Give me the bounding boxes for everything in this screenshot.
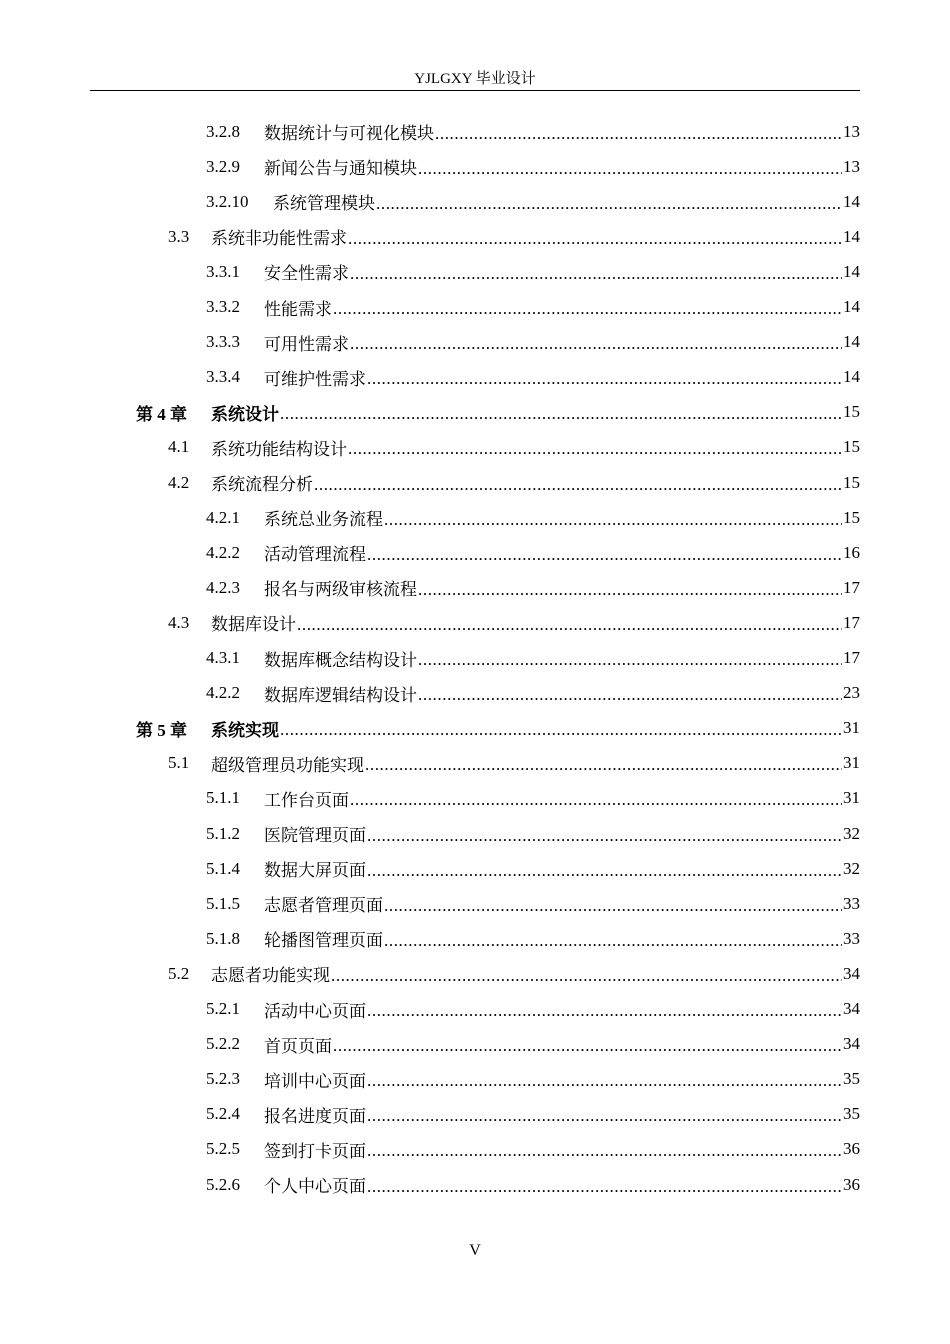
toc-entry-page: 14	[843, 226, 860, 246]
toc-entry-title: 轮播图管理页面	[264, 931, 383, 951]
toc-entry-title: 系统实现	[211, 720, 279, 740]
toc-entry-page: 14	[843, 332, 860, 352]
toc-entry-title: 系统管理模块	[273, 194, 375, 214]
toc-dot-leader	[367, 861, 842, 881]
toc-entry-page: 34	[843, 1034, 860, 1054]
toc-entry-number: 5.2	[168, 963, 190, 983]
toc-dot-leader	[367, 1177, 842, 1197]
toc-entry[interactable]	[168, 956, 860, 991]
toc-entry-title: 新闻公告与通知模块	[264, 159, 417, 179]
toc-dot-leader	[367, 1141, 842, 1161]
toc-dot-leader	[367, 1106, 842, 1126]
toc-dot-leader	[297, 615, 842, 635]
toc-entry-page: 13	[843, 156, 860, 176]
toc-entry-page: 31	[843, 753, 860, 773]
toc-entry-number: 3.3.2	[206, 297, 240, 316]
toc-dot-leader	[280, 720, 842, 740]
toc-entry-title: 超级管理员功能实现	[211, 755, 364, 775]
toc-entry[interactable]	[206, 184, 860, 219]
toc-entry[interactable]	[206, 1027, 860, 1062]
toc-entry-page: 35	[843, 1104, 860, 1124]
toc-entry-number: 4.2.1	[206, 507, 240, 527]
toc-entry[interactable]	[206, 535, 860, 570]
toc-entry-page: 31	[843, 718, 860, 738]
toc-entry-page: 33	[843, 893, 860, 913]
toc-entry-number: 第 4 章	[136, 404, 187, 424]
toc-entry[interactable]	[206, 781, 860, 816]
toc-entry[interactable]	[206, 816, 860, 851]
toc-entry-page: 15	[843, 402, 860, 422]
toc-entry[interactable]	[206, 1062, 860, 1097]
toc-dot-leader	[333, 299, 842, 319]
toc-entry-number: 5.2.3	[206, 1069, 240, 1089]
toc-entry[interactable]	[206, 851, 860, 886]
toc-entry-title: 活动中心页面	[264, 1001, 366, 1021]
toc-entry[interactable]	[168, 746, 860, 781]
toc-entry-page: 32	[843, 823, 860, 843]
toc-entry-title: 系统流程分析	[211, 475, 313, 494]
toc-entry-number: 4.2.2	[206, 542, 240, 562]
toc-entry-title: 志愿者功能实现	[211, 966, 330, 986]
toc-entry[interactable]	[136, 395, 860, 430]
toc-entry-page: 35	[843, 1069, 860, 1089]
toc-entry[interactable]	[206, 1167, 860, 1202]
toc-entry-title: 医院管理页面	[264, 826, 366, 845]
toc-entry[interactable]	[168, 465, 860, 500]
toc-entry-page: 15	[843, 507, 860, 527]
toc-dot-leader	[418, 685, 842, 705]
toc-entry-number: 3.3	[168, 226, 190, 246]
toc-entry-title: 报名与两级审核流程	[264, 580, 417, 600]
toc-entry-number: 5.2.2	[206, 1034, 240, 1054]
toc-entry-page: 14	[843, 191, 860, 211]
toc-dot-leader	[384, 896, 842, 916]
toc-entry[interactable]	[168, 430, 860, 465]
toc-entry-page: 13	[843, 121, 860, 141]
toc-entry-page: 34	[843, 963, 860, 983]
toc-dot-leader	[348, 229, 842, 249]
toc-entry-title: 工作台页面	[264, 790, 349, 810]
toc-entry-number: 3.3.3	[206, 332, 240, 352]
toc-entry-number: 3.2.10	[206, 191, 249, 211]
toc-entry-title: 签到打卡页面	[264, 1141, 366, 1161]
toc-entry-page: 36	[843, 1174, 860, 1194]
toc-entry[interactable]	[206, 1132, 860, 1167]
toc-dot-leader	[384, 931, 842, 951]
toc-dot-leader	[350, 264, 842, 284]
toc-entry-number: 5.1.8	[206, 928, 240, 948]
toc-entry-title: 个人中心页面	[264, 1177, 366, 1196]
toc-dot-leader	[365, 755, 842, 775]
toc-entry-number: 4.2.2	[206, 683, 240, 703]
toc-entry-number: 4.2.3	[206, 577, 240, 597]
toc-dot-leader	[280, 404, 842, 424]
toc-dot-leader	[350, 334, 842, 354]
toc-dot-leader	[367, 1071, 842, 1091]
toc-entry[interactable]	[206, 149, 860, 184]
toc-dot-leader	[367, 826, 842, 846]
toc-entry-title: 系统总业务流程	[264, 510, 383, 530]
toc-entry[interactable]	[206, 1097, 860, 1132]
toc-dot-leader	[418, 159, 842, 179]
toc-entry[interactable]	[206, 641, 860, 676]
toc-entry-title: 系统非功能性需求	[211, 229, 347, 249]
toc-entry-page: 17	[843, 612, 860, 632]
toc-entry-number: 5.2.1	[206, 999, 240, 1018]
toc-entry-title: 安全性需求	[264, 264, 349, 284]
toc-dot-leader	[331, 966, 842, 986]
toc-entry-number: 3.2.9	[206, 156, 240, 176]
toc-entry-number: 第 5 章	[136, 720, 187, 740]
toc-entry-page: 17	[843, 577, 860, 597]
header-rule	[90, 90, 860, 91]
toc-entry-number: 5.2.6	[206, 1174, 240, 1194]
toc-entry-page: 31	[843, 788, 860, 808]
toc-dot-leader	[418, 580, 842, 600]
toc-dot-leader	[367, 1001, 842, 1021]
toc-entry-page: 16	[843, 542, 860, 562]
toc-dot-leader	[314, 475, 842, 495]
toc-entry-page: 23	[843, 683, 860, 703]
toc-dot-leader	[435, 124, 842, 144]
toc-dot-leader	[350, 790, 842, 810]
toc-dot-leader	[367, 545, 842, 565]
toc-entry[interactable]	[206, 570, 860, 605]
toc-entry-title: 数据大屏页面	[264, 861, 366, 881]
toc-entry-number: 4.2	[168, 472, 190, 492]
toc-entry[interactable]	[206, 886, 860, 921]
toc-dot-leader	[367, 369, 842, 389]
toc-entry-page: 33	[843, 928, 860, 948]
toc-entry-number: 4.3.1	[206, 648, 240, 667]
toc-entry-number: 3.2.8	[206, 121, 240, 141]
toc-dot-leader	[384, 510, 842, 530]
toc-entry[interactable]	[168, 605, 860, 640]
page-number: V	[469, 1242, 481, 1259]
toc-entry[interactable]	[206, 290, 860, 325]
toc-entry-title: 数据统计与可视化模块	[264, 124, 434, 143]
toc-entry[interactable]	[206, 360, 860, 395]
toc-entry-page: 36	[843, 1139, 860, 1159]
toc-entry-number: 3.3.1	[206, 261, 240, 281]
toc-entry[interactable]	[206, 921, 860, 956]
toc-dot-leader	[348, 439, 842, 459]
toc-entry-number: 5.1	[168, 753, 190, 773]
toc-entry-number: 5.1.1	[206, 788, 240, 808]
toc-entry[interactable]	[206, 992, 860, 1027]
toc-entry-title: 首页页面	[264, 1036, 332, 1056]
toc-entry[interactable]	[168, 219, 860, 254]
toc-dot-leader	[333, 1036, 842, 1056]
toc-entry-title: 系统设计	[211, 404, 279, 424]
toc-entry[interactable]	[136, 711, 860, 746]
toc-entry-page: 14	[843, 367, 860, 387]
toc-entry-title: 系统功能结构设计	[211, 439, 347, 459]
toc-entry-title: 数据库概念结构设计	[264, 650, 417, 670]
toc-entry-page: 15	[843, 472, 860, 492]
toc-entry[interactable]	[206, 500, 860, 535]
toc-entry-number: 5.1.2	[206, 823, 240, 843]
page-header: YJLGXY 毕业设计	[414, 71, 536, 87]
toc-entry-number: 5.1.5	[206, 893, 240, 913]
toc-entry-page: 34	[843, 999, 860, 1018]
toc-entry[interactable]	[206, 254, 860, 289]
toc-dot-leader	[418, 650, 842, 670]
toc-entry-title: 志愿者管理页面	[264, 896, 383, 916]
toc-entry-title: 可用性需求	[264, 334, 349, 354]
toc-entry[interactable]	[206, 676, 860, 711]
toc-entry-number: 4.3	[168, 612, 190, 632]
toc-entry-number: 3.3.4	[206, 367, 240, 387]
toc-entry-number: 4.1	[168, 437, 190, 457]
toc-dot-leader	[376, 194, 842, 214]
toc-entry-page: 15	[843, 437, 860, 457]
toc-entry-number: 5.2.5	[206, 1139, 240, 1159]
toc-entry-title: 活动管理流程	[264, 545, 366, 565]
toc-entry-title: 可维护性需求	[264, 369, 366, 389]
toc-entry-title: 数据库设计	[211, 615, 296, 635]
toc-entry-number: 5.1.4	[206, 858, 240, 878]
toc-entry-page: 32	[843, 858, 860, 878]
toc-entry-number: 5.2.4	[206, 1104, 240, 1124]
toc-entry-title: 性能需求	[264, 299, 332, 319]
toc-entry[interactable]	[206, 114, 860, 149]
toc-entry-page: 14	[843, 261, 860, 281]
toc-entry-title: 培训中心页面	[264, 1071, 366, 1091]
toc-entry[interactable]	[206, 325, 860, 360]
toc-entry-title: 报名进度页面	[264, 1106, 366, 1126]
toc-entry-page: 14	[843, 297, 860, 316]
toc-entry-page: 17	[843, 648, 860, 667]
toc-entry-title: 数据库逻辑结构设计	[264, 685, 417, 705]
